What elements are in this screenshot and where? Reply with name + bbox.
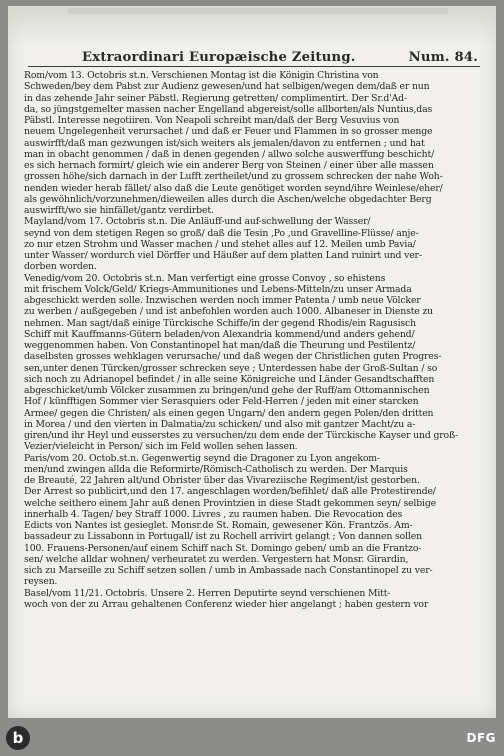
viewer-bottom-bar	[0, 718, 504, 756]
text-line: auswirfft/daß man gezwungen ist/sich weiters als jemalen/davon zu entfernen ; und hat	[24, 137, 425, 149]
text-line: Schweden/bey dem Pabst zur Audienz gewesen/und hat selbigen/wegen dem/daß er nun	[24, 81, 430, 93]
text-line: Venedig/vom 20. Octobris st.n. Man verfertigt eine grosse Convoy , so ehistens	[24, 272, 386, 284]
text-line: Armee/ gegen die Christen/ als einen gegen Ungarn/ den andern gegen Polen/den dritten	[24, 407, 434, 419]
text-line: Basel/vom 11/21. Octobris. Unsere 2. Herren Deputirte seynd verschienen Mitt-	[24, 587, 391, 599]
text-line: sen/ welche alldar wohnen/ verheuratet zu werden. Vergestern hat Monsr. Girardin,	[24, 553, 409, 565]
text-line: Vezier/vieleicht in Person/ sich im Feld wollen sehen lassen.	[24, 441, 298, 453]
newspaper-header	[8, 43, 496, 65]
text-line: Der Arrest so publicirt,und den 17. angeschlagen worden/befihlet/ daß alle Protestirende/	[24, 486, 436, 498]
text-line: zu werben / außgegeben / und ist anbefohlen worden auch 1000. Albaneser in Dienste zu	[24, 306, 434, 318]
text-line: Mayland/vom 17. Octobris st.n. Die Anläuff-und auf-schwellung der Wasser/	[24, 216, 371, 228]
text-line: nenden wieder herab fället/ also daß die Leute genötiget worden seynd/ihre Weinlese/eher/	[24, 182, 443, 194]
text-line: zo nur etzen Strohm und Wasser machen / und stehet alles auf 12. Meilen umb Pavia/	[24, 238, 416, 250]
text-line: da, so jüngstgemelter massen nacher Engelland abgereist/solle allborten/als Nuntius,das	[24, 103, 433, 115]
text-line: woch von der zu Arrau gehaltenen Conferenz wieder hier angelangt ; haben gestern vor	[24, 598, 429, 610]
text-line: dorben worden.	[24, 261, 97, 273]
text-line: innerhalb 4. Tagen/ bey Straff 1000. Livres , zu raumen haben. Die Revocation des	[24, 508, 403, 520]
page-side-badge[interactable]: b	[6, 726, 30, 750]
text-line: auswirfft/wo sie hinfället/gantz verdirbet.	[24, 205, 214, 216]
text-line: als gewöhnlich/vorzunehmen/dieweilen alles durch die Aschen/welche obgedachter Berg	[24, 193, 432, 205]
text-line: seynd von dem stetigen Regen so groß/ daß die Tesin ,Po ,und Gravelline-Flüsse/ anje-	[24, 227, 419, 239]
text-line: reysen.	[24, 576, 58, 588]
text-line: in Morea / und den vierten in Dalmatia/zu schicken/ und also mit gantzer Macht/zu a-	[24, 418, 416, 430]
text-line: Schiff mit Kauffmanns-Gütern beladen/von Alexandria kommend/und anders gehend/	[24, 328, 415, 340]
header-rule	[28, 66, 480, 67]
newspaper-page	[8, 6, 496, 718]
issue-number: Num. 84.	[408, 50, 478, 65]
text-line: abgeschickt werden solle. Inzwischen werden noch immer Patenta / umb neue Völcker	[24, 295, 421, 306]
dfg-logo: DFG	[466, 731, 496, 745]
text-line: grossen höhe/sich darnach in der Lufft zertheilet/und zu grossem schrecken der nahe Woh-	[24, 171, 443, 183]
text-line: sich zu Marseille zu Schiff setzen sollen / umb in Ambassade nach Constantinopel zu ver-	[24, 565, 433, 576]
text-line: giren/und ihr Heyl und eusserstes zu versuchen/zu dem ende der Türckische Kayser und groß-	[24, 430, 459, 441]
text-line: Rom/vom 13. Octobris st.n. Verschienen Montag ist die Königin Christina von	[24, 70, 379, 81]
text-line: weggenommen haben. Von Constantinopel hat man/daß die Theurung und Pestilentz/	[24, 340, 416, 351]
text-line: de Breauté, 22 Jahren alt/und Obrister über das Vivareziische Regiment/ist gestorben.	[24, 475, 420, 486]
text-line: abgeschicket/umb Völcker zusammen zu bringen/und gehe der Ruff/am Ottomannischen	[24, 385, 430, 396]
text-line: mit frischem Volck/Geld/ Kriegs-Ammunitiones und Lebens-Mitteln/zu unser Armada	[24, 283, 412, 295]
text-line: in das zehende Jahr seiner Päbstl. Regierung getretten/ complimentirt. Der Sr.d'Ad-	[24, 92, 407, 104]
text-line: 100. Frauens-Personen/auf einem Schiff nach St. Domingo geben/ umb an die Frantzo-	[24, 542, 422, 554]
text-line: sen,unter denen Türcken/grosser schrecken seye ; Unterdessen habe der Groß-Sultan / so	[24, 362, 438, 374]
text-line: unter Wasser/ wordurch viel Dörffer und Häußer auf dem platten Land ruinirt und ver-	[24, 250, 422, 261]
text-line: sich noch zu Adrianopel befindet / in alle seine Königreiche und Länder Gesandtschafften	[24, 373, 435, 385]
text-line: Hof / künfftigen Sommer vier Serasquiers oder Feld-Herren / jeden mit einer starcken	[24, 396, 419, 408]
text-line: bassadeur zu Lissabonn in Portugall/ ist zu Rochell arrivirt gelangt ; Von dannen sollen	[24, 531, 422, 543]
newspaper-title: Extraordinari Europæische Zeitung.	[82, 50, 356, 65]
text-line: nehmen. Man sagt/daß einige Türckische Schiffe/in der gegend Rhodis/ein Ragusisch	[24, 317, 416, 329]
page-edge-stain	[68, 8, 448, 14]
text-line: Paris/vom 20. Octob.st.n. Gegenwertig seynd die Dragoner zu Lyon angekom-	[24, 452, 380, 464]
text-line: daselbsten grosses wehklagen verursache/ und daß wegen der Christlichen guten Progres-	[24, 351, 442, 363]
text-line: Päbstl. Interesse negotiiren. Von Neapoli schreibt man/daß der Berg Vesuvius von	[24, 115, 400, 126]
text-line: welche seithero einem Jahr auß denen Provintzien in diese Stadt gekommen seyn/ selbige	[24, 497, 437, 509]
text-line: neuem Ungelegenheit verursachet / und daß er Feuer und Flammen in so grosser menge	[24, 126, 433, 138]
text-line: es sich hernach formirt/ gleich wie ein anderer Berg von Steinen / einer über alle massen	[24, 160, 434, 171]
article-text	[24, 70, 488, 706]
text-line: men/und zwingen allda die Reformirte/Römisch-Catholisch zu werden. Der Marquis	[24, 463, 408, 475]
text-line: man in obacht genommen / daß in denen gegenden / allwo solche auswerffung beschicht/	[24, 148, 435, 160]
text-line: Edicts von Nantes ist gesieglet. Monsr.de St. Romain, gewesener Kön. Frantzös. Am-	[24, 520, 413, 531]
